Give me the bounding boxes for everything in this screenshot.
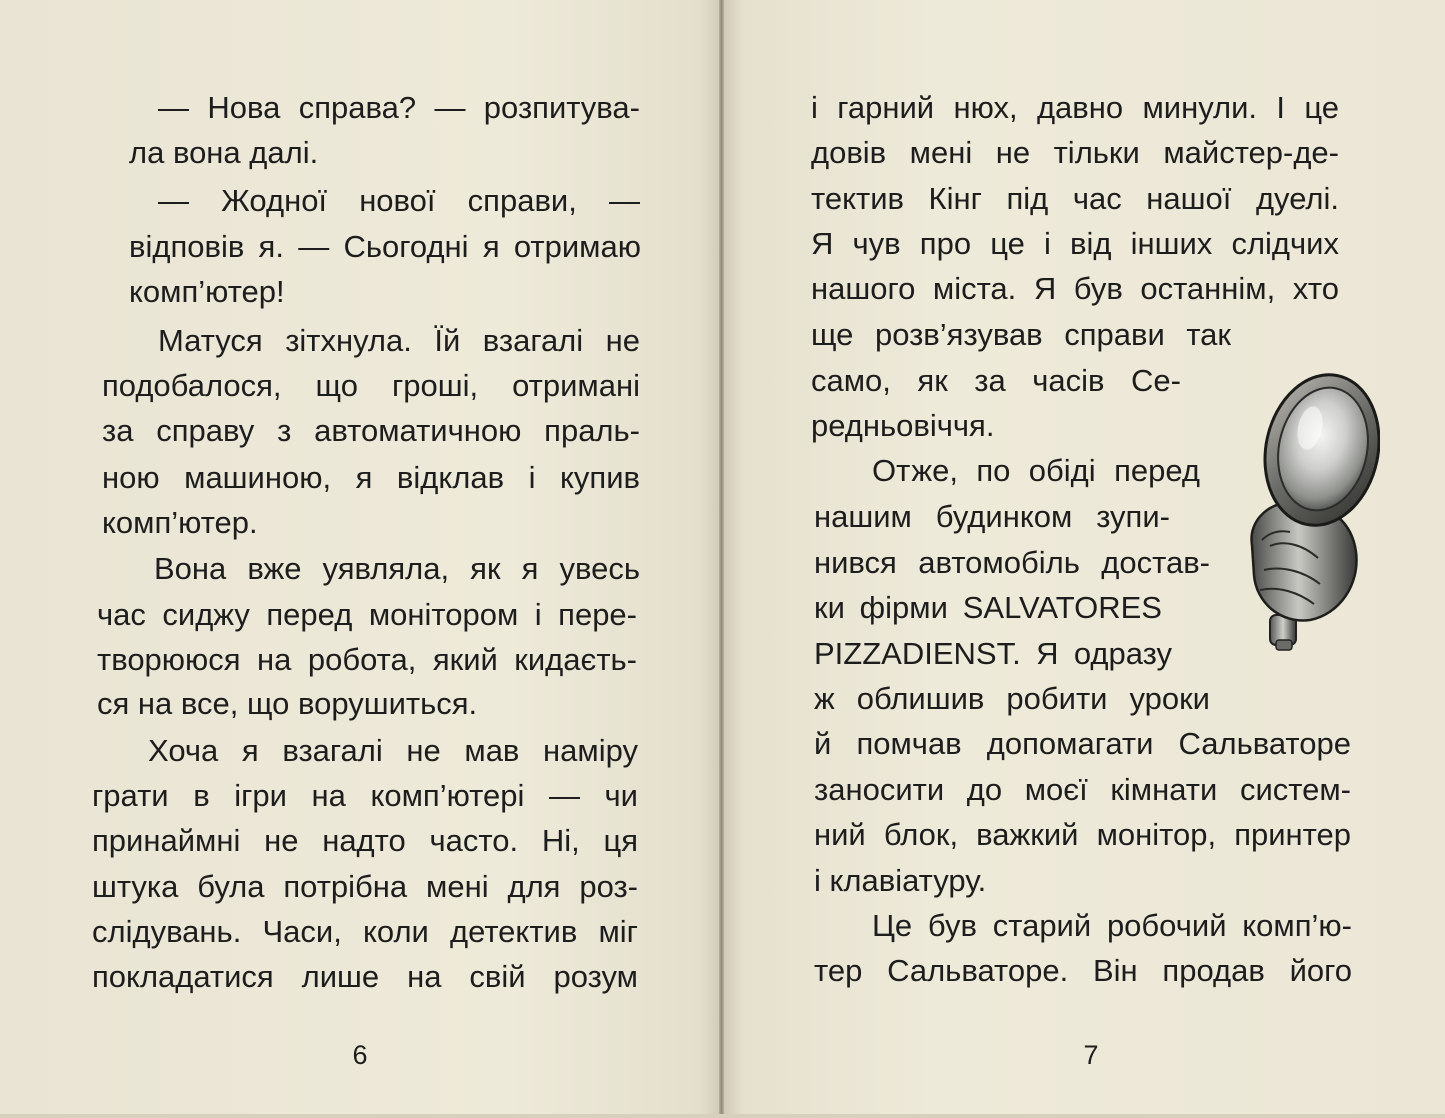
text-line: і гарний нюх, давно минули. І це (811, 90, 1339, 125)
text-line: нашим будинком зупи- (814, 499, 1170, 534)
text-line: ся на все, що ворушиться. (97, 686, 478, 721)
text-line: й помчав допомагати Сальваторе (814, 726, 1351, 761)
text-line: довів мені не тільки майстер-де- (811, 135, 1339, 170)
text-line: комп’ютер. (102, 505, 258, 540)
text-line: комп’ютер! (129, 274, 285, 309)
text-line: — Жодної нової справи, — (158, 183, 640, 218)
magnifying-glass-in-hand-icon (1240, 370, 1380, 660)
text-line: ще розв’язував справи так (811, 317, 1231, 352)
text-line: штука була потрібна мені для роз- (92, 869, 638, 904)
text-line: Отже, по обіді перед (872, 453, 1200, 488)
text-line: — Нова справа? — розпитува- (158, 90, 640, 125)
text-line: нашого міста. Я був останнім, хто (811, 271, 1339, 306)
text-line: за справу з автоматичною праль- (102, 413, 640, 448)
text-line: ла вона далі. (129, 135, 319, 170)
book-gutter (719, 0, 724, 1118)
text-line: тер Сальваторе. Він продав його (814, 953, 1352, 988)
page-number: 6 (352, 1040, 368, 1070)
page-number: 7 (1083, 1040, 1099, 1070)
text-line: редньовіччя. (811, 408, 995, 443)
text-line: заносити до моєї кімнати систем- (814, 772, 1351, 807)
text-line: Вона вже уявляла, як я увесь (154, 551, 640, 586)
text-line: принаймні не надто часто. Ні, ця (92, 823, 638, 858)
text-line: ки фірми SALVATORES (814, 590, 1162, 625)
text-line: відповів я. — Сьогодні я отримаю (129, 229, 641, 264)
text-line: ною машиною, я відклав і купив (102, 460, 640, 495)
text-line: Хоча я взагалі не мав наміру (148, 733, 638, 768)
text-line: творююся на робота, який кидаєть- (97, 642, 637, 677)
text-line: тектив Кінг під час нашої дуелі. (811, 181, 1339, 216)
text-line: грати в ігри на комп’ютері — чи (92, 778, 638, 813)
text-line: само, як за часів Се- (811, 363, 1181, 398)
text-line: час сиджу перед монітором і пере- (97, 597, 637, 632)
text-line: ний блок, важкий монітор, принтер (814, 817, 1351, 852)
text-line: Матуся зітхнула. Їй взагалі не (158, 323, 640, 358)
text-line: покладатися лише на свій розум (92, 959, 638, 994)
text-line: нився автомобіль достав- (814, 545, 1210, 580)
text-line: подобалося, що гроші, отримані (102, 368, 640, 403)
text-line: Це був старий робочий комп’ю- (872, 908, 1352, 943)
text-line: PIZZADIENST. Я одразу (814, 636, 1172, 671)
left-page-text (0, 0, 722, 1040)
text-line: слідувань. Часи, коли детектив міг (92, 914, 638, 949)
text-line: ж облишив робити уроки (814, 681, 1210, 716)
left-page (0, 0, 722, 1118)
text-line: і клавіатуру. (814, 863, 987, 898)
text-line: Я чув про це і від інших слідчих (811, 226, 1339, 261)
page-bottom-edge (0, 1114, 1445, 1118)
